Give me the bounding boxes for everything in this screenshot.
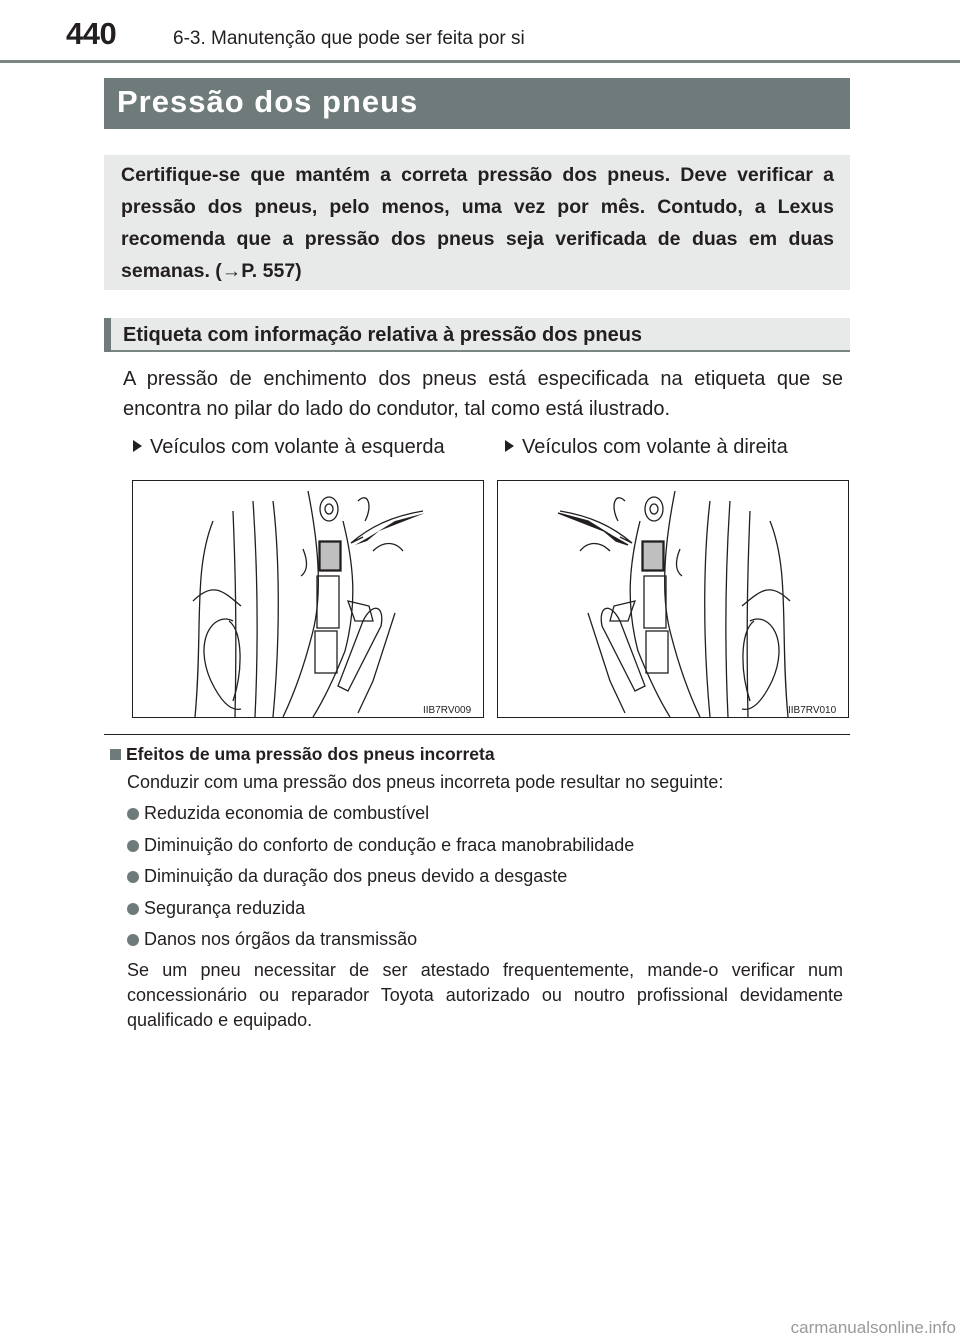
chapter-title: 6-3. Manutenção que pode ser feita por si: [173, 28, 525, 49]
figure-left-hand-drive: [132, 480, 484, 718]
watermark: carmanualsonline.info: [790, 1318, 956, 1337]
list-item: Diminuição da duração dos pneus devido a desgaste: [127, 866, 567, 887]
triangle-bullet-icon: [505, 440, 514, 452]
list-item: Segurança reduzida: [127, 898, 305, 919]
dot-bullet-icon: [127, 840, 139, 852]
header-divider: [0, 60, 960, 63]
section-accent: [104, 318, 111, 352]
page-number: 440: [66, 16, 117, 51]
dot-bullet-icon: [127, 871, 139, 883]
section-heading: Etiqueta com informação relativa à pressão dos pneus: [123, 324, 643, 346]
pillar-label-illustration-right: [498, 481, 849, 718]
effects-heading: [110, 744, 495, 765]
figure-right-code: IIB7RV010: [788, 705, 837, 716]
triangle-bullet-icon: [133, 440, 142, 452]
list-item: Reduzida economia de combustível: [127, 803, 429, 824]
square-bullet-icon: [110, 749, 121, 760]
effects-heading-text: Efeitos de uma pressão dos pneus incorreta: [126, 744, 495, 764]
vehicle-label-right-text: Veículos com volante à direita: [522, 436, 788, 458]
list-item: Danos nos órgãos da transmissão: [127, 929, 417, 950]
figure-right-hand-drive: [497, 480, 849, 718]
dot-bullet-icon: [127, 903, 139, 915]
vehicle-label-left: [133, 436, 445, 459]
page-title: Pressão dos pneus: [117, 84, 419, 119]
effects-lead: Conduzir com uma pressão dos pneus incorreta pode resultar no seguinte:: [127, 772, 724, 792]
dot-bullet-icon: [127, 808, 139, 820]
pillar-label-illustration-left: [133, 481, 484, 718]
closing-paragraph: Se um pneu necessitar de ser atestado frequentemente, mande-o verificar num concessionário ou reparador Toyota autorizado ou noutro profissional devidamente qualificado e equipado.: [127, 960, 843, 1030]
figure-left-code: IIB7RV009: [423, 705, 472, 716]
section-paragraph: A pressão de enchimento dos pneus está especificada na etiqueta que se encontra no pilar do lado do condutor, tal como está ilustrado.: [123, 368, 843, 420]
intro-text: Certifique-se que mantém a correta pressão dos pneus. Deve verificar a pressão dos pneus, pelo menos, uma vez por mês. Contudo, a Lexus recomenda que a pressão dos pneus seja verificada de duas em duas semanas. (→P. 557): [121, 164, 834, 282]
section-divider: [104, 734, 850, 735]
dot-bullet-icon: [127, 934, 139, 946]
vehicle-label-right: [505, 436, 788, 459]
list-item: Diminuição do conforto de condução e fraca manobrabilidade: [127, 835, 634, 856]
vehicle-label-left-text: Veículos com volante à esquerda: [150, 436, 445, 458]
